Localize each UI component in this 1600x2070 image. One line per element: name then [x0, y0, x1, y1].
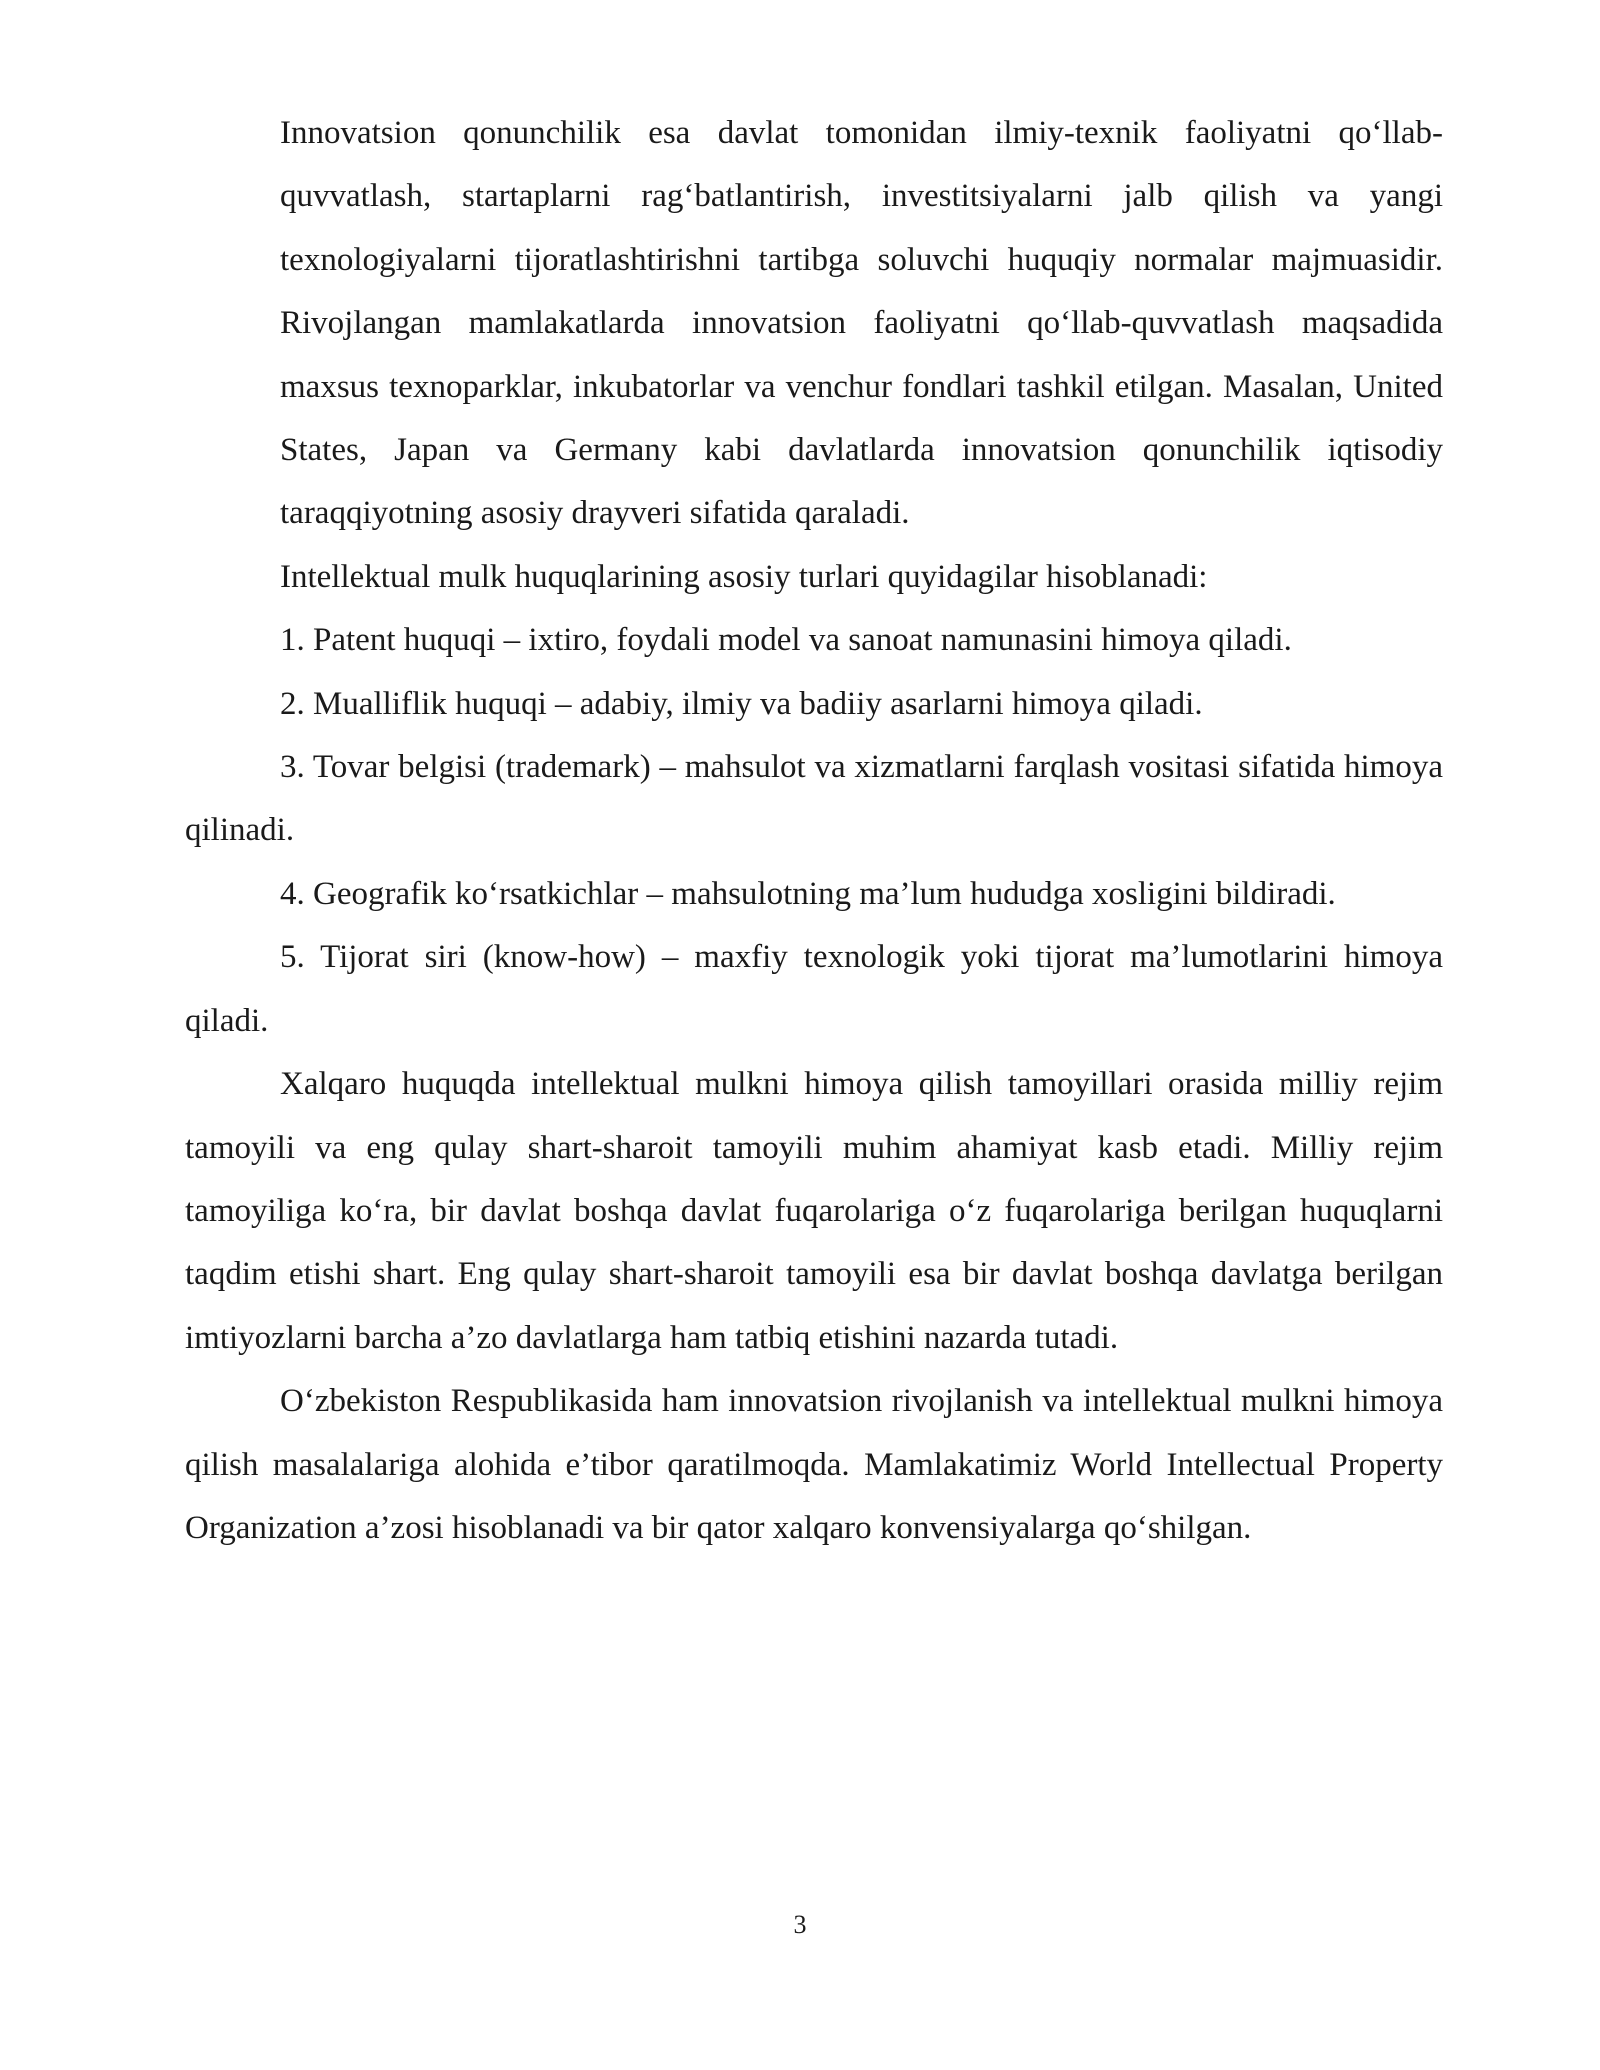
page-number: 3 — [793, 1910, 807, 1939]
list-item-trade-secret: 5. Tijorat siri (know-how) – maxfiy texnologik yoki tijorat ma’lumotlarini himoya qiladi. — [185, 939, 1443, 1039]
list-item-trademark: 3. Tovar belgisi (trademark) – mahsulot va xizmatlarni farqlash vositasi sifatida himoya qilinadi. — [185, 749, 1443, 849]
list-item-copyright: 2. Mualliflik huquqi – adabiy, ilmiy va badiiy asarlarni himoya qiladi. — [280, 685, 1203, 722]
list-item-geographic-indications: 4. Geografik ko‘rsatkichlar – mahsulotning ma’lum hududga xosligini bildiradi. — [280, 875, 1336, 912]
document-body — [185, 102, 1443, 1560]
paragraph-innovation-law: Innovatsion qonunchilik esa davlat tomonidan ilmiy-texnik faoliyatni qo‘llab-quvvatlash, startaplarni rag‘batlantirish, investitsiyalarni jalb qilish va yangi texnologiyalarni tijoratlashtirishni tartibga soluvchi huquqiy normalar majmuasidir. Rivojlangan mamlakatlarda innovatsion faoliyatni qo‘llab-quvvatlash maqsadida maxsus texnoparklar, inkubatorlar va venchur fondlari tashkil etilgan. Masalan, United States, Japan va Germany kabi davlatlarda innovatsion qonunchilik iqtisodiy taraqqiyotning asosiy drayveri sifatida qaraladi. — [280, 115, 1443, 532]
list-item-patent: 1. Patent huquqi – ixtiro, foydali model va sanoat namunasini himoya qiladi. — [280, 622, 1292, 659]
paragraph-uzbekistan: O‘zbekiston Respublikasida ham innovatsion rivojlanish va intellektual mulkni himoya qilish masalalariga alohida e’tibor qaratilmoqda. Mamlakatimiz World Intellectual Property Organization a’zosi hisoblanadi va bir qator xalqaro konvensiyalarga qo‘shilgan. — [185, 1383, 1443, 1546]
paragraph-ip-types-intro: Intellektual mulk huquqlarining asosiy turlari quyidagilar hisoblanadi: — [280, 558, 1208, 595]
paragraph-international-principles: Xalqaro huquqda intellektual mulkni himoya qilish tamoyillari orasida milliy rejim tamoyili va eng qulay shart-sharoit tamoyili muhim ahamiyat kasb etadi. Milliy rejim tamoyiliga ko‘ra, bir davlat boshqa davlat fuqarolariga o‘z fuqarolariga berilgan huquqlarni taqdim etishi shart. Eng qulay shart-sharoit tamoyili esa bir davlat boshqa davlatga berilgan imtiyozlarni barcha a’zo davlatlarga ham tatbiq etishini nazarda tutadi. — [185, 1066, 1443, 1356]
